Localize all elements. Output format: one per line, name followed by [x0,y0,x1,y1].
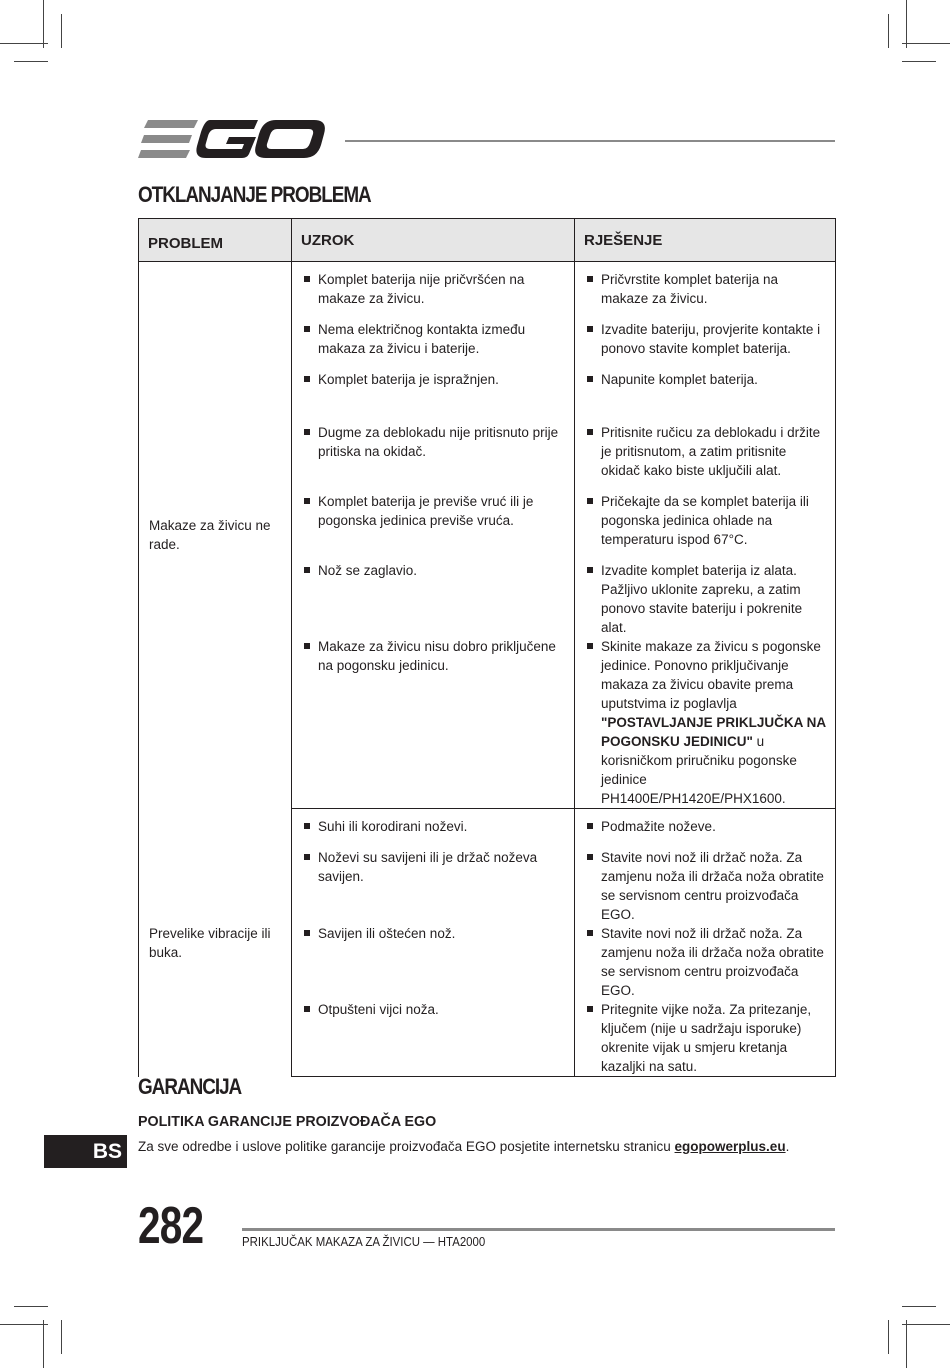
crop-mark [888,1320,889,1354]
crop-mark [888,14,889,48]
solution-cell [575,924,836,1000]
crop-mark [43,0,44,48]
cause-cell [292,561,575,637]
bullet-square-icon [304,854,310,860]
bullet-square-icon [304,276,310,282]
cause-text: Suhi ili korodirani noževi. [318,819,468,834]
solution-cell [575,370,836,423]
page-number: 282 [138,1197,204,1255]
crop-mark [0,43,48,44]
warranty-subheading: POLITIKA GARANCIJE PROIZVOĐAČA EGO [138,1113,437,1130]
cause-cell [292,924,575,1000]
bullet-square-icon [304,498,310,504]
bullet-square-icon [587,823,593,829]
cause-text: Komplet baterija nije pričvršćen na makaze za živicu. [318,272,525,306]
solution-text: Pritisnite ručicu za deblokadu i držite je pritisnutom, a zatim pritisnite okidač kako biste uključili alat. [601,425,821,478]
bullet-square-icon [587,930,593,936]
solution-text: Izvadite bateriju, provjerite kontakte i ponovo stavite komplet baterija. [601,322,821,356]
cause-cell [292,637,575,809]
table-row [139,262,836,321]
bullet-square-icon [304,567,310,573]
solution-text: Skinite makaze za živicu s pogonske jedinice. Ponovno priključivanje makaza za živicu obavite prema uputstvima iz poglavlja "POSTAVLJANJE PRIKLJUČKA NA POGONSKU JEDINICU" u korisničkom priručniku pogonske jedinice PH1400E/PH1420E/PHX1600. [601,639,826,806]
solution-text: Stavite novi nož ili držač noža. Za zamjenu noža ili držača noža obratite se servisnom centru proizvođača EGO. [601,850,824,922]
warranty-link[interactable]: egopowerplus.eu [674,1139,786,1154]
crop-mark [902,1306,936,1307]
problem-text: Prevelike vibracije ili buka. [149,925,271,960]
solution-text: Pričekajte da se komplet baterija ili pogonska jedinica ohlade na temperaturu ispod 67°C. [601,494,809,547]
bullet-square-icon [304,326,310,332]
warranty-heading: GARANCIJA [138,1074,242,1099]
cause-text: Dugme za deblokadu nije pritisnuto prije pritiska na okidač. [318,425,559,459]
column-header-problem: PROBLEM [139,219,292,262]
bullet-square-icon [587,429,593,435]
crop-mark [902,1324,950,1325]
cause-cell [292,809,575,849]
column-header-solution: RJEŠENJE [575,219,836,262]
bullet-square-icon [587,498,593,504]
column-header-cause: UZROK [292,219,575,262]
warranty-paragraph: Za sve odredbe i uslove politike garancije proizvođača EGO posjetite internetsku stranicu egopowerplus.eu. [138,1139,790,1154]
bullet-square-icon [304,823,310,829]
crop-mark [0,1324,48,1325]
troubleshooting-table [138,218,836,1077]
problem-cell [139,809,292,1077]
solution-cell [575,848,836,924]
bullet-square-icon [304,429,310,435]
bullet-square-icon [587,376,593,382]
cause-text: Komplet baterija je ispražnjen. [318,372,499,387]
solution-cell [575,809,836,849]
header-rule [345,140,835,142]
ego-logo [138,118,328,162]
language-tab: BS [44,1135,127,1168]
solution-cell [575,492,836,561]
troubleshooting-heading: OTKLANJANJE PROBLEMA [138,182,371,207]
cause-cell [292,1000,575,1077]
solution-cell [575,320,836,370]
crop-mark [906,0,907,48]
solution-text: Stavite novi nož ili držač noža. Za zamjenu noža ili držača noža obratite se servisnom centru proizvođača EGO. [601,926,824,998]
crop-mark [61,14,62,48]
solution-cell [575,561,836,637]
bullet-square-icon [587,854,593,860]
cause-text: Nema električnog kontakta između makaza za živicu i baterije. [318,322,526,356]
cause-text: Otpušteni vijci noža. [318,1002,439,1017]
bullet-square-icon [304,1006,310,1012]
footer-rule [242,1228,835,1231]
cause-cell [292,492,575,561]
bullet-square-icon [587,567,593,573]
cause-text: Savijen ili oštećen nož. [318,926,456,941]
crop-mark [902,61,936,62]
table-header-row [139,219,836,262]
bullet-square-icon [587,643,593,649]
solution-cell [575,262,836,321]
crop-mark [902,43,950,44]
solution-cell [575,1000,836,1077]
bullet-square-icon [587,326,593,332]
crop-mark [43,1320,44,1368]
problem-cell [139,262,292,809]
solution-text: Izvadite komplet baterija iz alata. Pažljivo uklonite zapreku, a zatim ponovo stavite bateriju i pokrenite alat. [601,563,803,635]
bullet-square-icon [304,643,310,649]
cause-text: Nož se zaglavio. [318,563,418,578]
cause-cell [292,848,575,924]
solution-text: Pritegnite vijke noža. Za pritezanje, ključem (nije u sadržaju isporuke) okrenite vijak u smjeru kretanja kazaljki na satu. [601,1002,812,1074]
problem-text: Makaze za živicu ne rade. [149,518,271,553]
footer-title: PRIKLJUČAK MAKAZA ZA ŽIVICU — HTA2000 [242,1234,486,1249]
crop-mark [61,1320,62,1354]
crop-mark [14,1306,48,1307]
solution-cell [575,423,836,492]
cause-text: Noževi su savijeni ili je držač noževa savijen. [318,850,538,884]
bullet-square-icon [587,1006,593,1012]
cause-text: Makaze za živicu nisu dobro priključene na pogonsku jedinicu. [318,639,556,673]
table-row [139,809,836,849]
solution-text: Pričvrstite komplet baterija na makaze za živicu. [601,272,779,306]
bullet-square-icon [587,276,593,282]
cause-cell [292,370,575,423]
cause-cell [292,423,575,492]
warranty-text: Za sve odredbe i uslove politike garancije proizvođača EGO posjetite internetsku stranicu [138,1139,675,1154]
solution-text: Podmažite noževe. [601,819,716,834]
cause-cell [292,320,575,370]
cause-text: Komplet baterija je previše vruć ili je pogonska jedinica previše vruća. [318,494,534,528]
solution-text: Napunite komplet baterija. [601,372,758,387]
solution-cell [575,637,836,809]
cause-cell [292,262,575,321]
crop-mark [906,1320,907,1368]
bullet-square-icon [304,376,310,382]
bullet-square-icon [304,930,310,936]
crop-mark [14,61,48,62]
